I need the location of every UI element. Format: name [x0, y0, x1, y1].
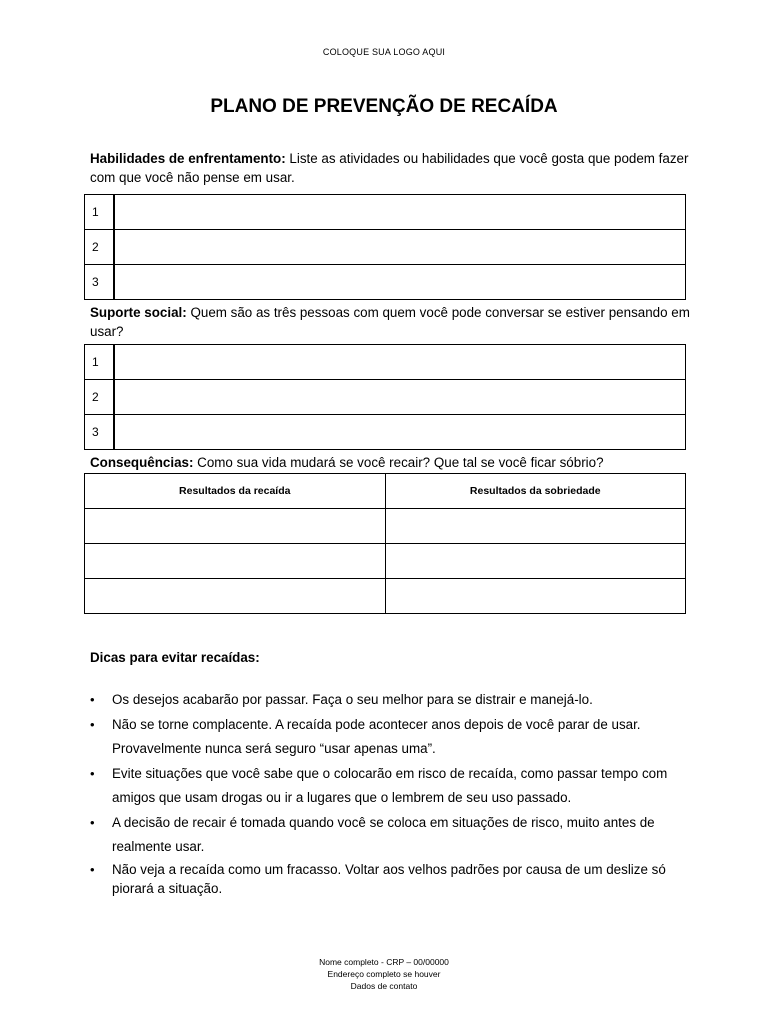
sobriety-result-field-1[interactable]: [385, 509, 686, 544]
relapse-result-field-2[interactable]: [85, 544, 386, 579]
coping-text: Liste as atividades ou habilidades que você gosta que podem fazer com que você não pense em usar.: [90, 151, 689, 185]
bullet-icon: •: [90, 815, 95, 830]
sobriety-result-field-3[interactable]: [385, 579, 686, 614]
row-number: 1: [85, 195, 115, 230]
list-item: [90, 713, 690, 761]
coping-prompt: [90, 149, 690, 187]
coping-answer-field-3[interactable]: [114, 265, 686, 300]
tip-text: Não se torne complacente. A recaída pode acontecer anos depois de você parar de usar. Provavelmente nunca será seguro “usar apenas uma”.: [112, 717, 641, 756]
support-text: Quem são as três pessoas com quem você pode conversar se estiver pensando em usar?: [90, 305, 690, 339]
page-title: PLANO DE PREVENÇÃO DE RECAÍDA: [210, 96, 558, 117]
logo-placeholder: COLOQUE SUA LOGO AQUI: [322, 47, 446, 57]
table-header-row: [85, 474, 686, 509]
list-item: [90, 762, 690, 810]
row-number: 2: [85, 380, 115, 415]
sobriety-result-field-2[interactable]: [385, 544, 686, 579]
tip-text: Os desejos acabarão por passar. Faça o seu melhor para se distrair e manejá-lo.: [112, 692, 593, 707]
relapse-result-field-3[interactable]: [85, 579, 386, 614]
row-number: 1: [85, 345, 115, 380]
support-prompt: [90, 303, 690, 341]
support-answer-field-1[interactable]: [114, 345, 686, 380]
coping-table: [84, 194, 686, 300]
tips-list: [90, 688, 690, 899]
table-row: [85, 345, 686, 380]
tip-text: Não veja a recaída como um fracasso. Voltar aos velhos padrões por causa de um deslize só piorará a situação.: [112, 862, 666, 896]
list-item: [90, 860, 690, 898]
table-row: [85, 230, 686, 265]
consequences-label: Consequências:: [90, 455, 194, 470]
table-row: [85, 509, 686, 544]
column-header-relapse: Resultados da recaída: [85, 474, 386, 509]
footer-address-line: Endereço completo se houver: [327, 969, 441, 979]
list-item: [90, 811, 690, 859]
table-row: [85, 415, 686, 450]
footer-contact-line: Dados de contato: [350, 981, 418, 991]
column-header-sobriety: Resultados da sobriedade: [385, 474, 686, 509]
consequences-prompt: [90, 453, 690, 472]
footer-name-line: Nome completo - CRP – 00/00000: [319, 957, 449, 967]
table-row: [85, 380, 686, 415]
row-number: 3: [85, 265, 115, 300]
footer: [0, 956, 768, 992]
support-answer-field-2[interactable]: [114, 380, 686, 415]
bullet-icon: •: [90, 862, 95, 877]
tip-text: A decisão de recair é tomada quando você se coloca em situações de risco, muito antes de realmente usar.: [112, 815, 655, 854]
list-item: [90, 688, 690, 712]
bullet-icon: •: [90, 766, 95, 781]
support-label: Suporte social:: [90, 305, 187, 320]
support-answer-field-3[interactable]: [114, 415, 686, 450]
coping-label: Habilidades de enfrentamento:: [90, 151, 286, 166]
row-number: 2: [85, 230, 115, 265]
consequences-text: Como sua vida mudará se você recair? Que tal se você ficar sóbrio?: [193, 455, 604, 470]
tips-heading: Dicas para evitar recaídas:: [90, 650, 260, 665]
table-row: [85, 579, 686, 614]
table-row: [85, 195, 686, 230]
coping-answer-field-1[interactable]: [114, 195, 686, 230]
tip-text: Evite situações que você sabe que o colocarão em risco de recaída, como passar tempo com amigos que usam drogas ou ir a lugares que o lembrem de seu uso passado.: [112, 766, 668, 805]
bullet-icon: •: [90, 717, 95, 732]
relapse-result-field-1[interactable]: [85, 509, 386, 544]
support-table: [84, 344, 686, 450]
consequences-table: [84, 473, 686, 614]
row-number: 3: [85, 415, 115, 450]
bullet-icon: •: [90, 692, 95, 707]
coping-answer-field-2[interactable]: [114, 230, 686, 265]
table-row: [85, 265, 686, 300]
table-row: [85, 544, 686, 579]
